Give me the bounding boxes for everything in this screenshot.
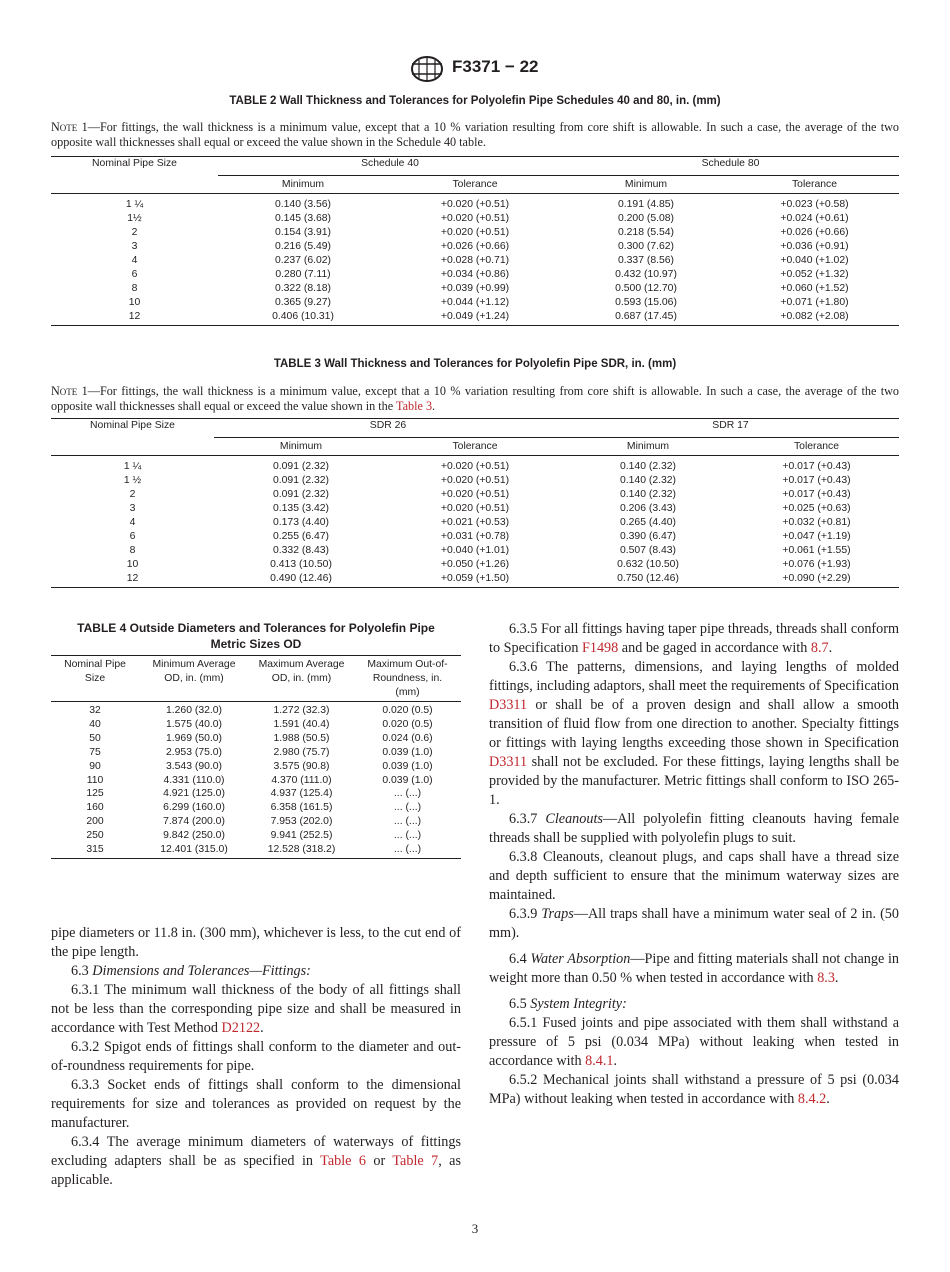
table-cell: 0.140 (3.56) bbox=[274, 199, 332, 210]
table-cell: 0.432 (10.97) bbox=[615, 269, 677, 280]
table4-caption bbox=[51, 620, 461, 652]
table-cell: ... (...) bbox=[354, 843, 461, 858]
table-cell: +0.020 (+0.51) bbox=[440, 461, 510, 472]
table-cell: 0.593 (15.06) bbox=[615, 297, 677, 308]
table-cell: +0.049 (+1.24) bbox=[388, 310, 562, 326]
table-cell: 315 bbox=[51, 843, 139, 858]
table-cell: 0.406 (10.31) bbox=[218, 310, 388, 326]
table-cell: 1.272 (32.3) bbox=[273, 705, 330, 716]
table-cell: +0.031 (+0.78) bbox=[440, 531, 510, 542]
table3-subheader-min: Minimum bbox=[562, 438, 734, 456]
link-f1498[interactable]: F1498 bbox=[581, 640, 619, 656]
page-number: 3 bbox=[471, 1221, 479, 1236]
table-cell: +0.052 (+1.32) bbox=[780, 269, 849, 280]
section-text: 6.3.4 The average minimum diameters of waterways of fittings excluding adapters shall be as specified in bbox=[51, 1134, 461, 1169]
table4-header-size: Nominal Pipe Size bbox=[51, 656, 139, 702]
section-title: Cleanouts bbox=[545, 811, 603, 827]
table-cell: ... (...) bbox=[393, 802, 422, 814]
table3-header-size: Nominal Pipe Size bbox=[51, 419, 214, 438]
table2-note bbox=[51, 120, 899, 149]
table-cell: 2 bbox=[129, 489, 136, 500]
table-cell: 6 bbox=[129, 531, 136, 542]
table-cell: 9.941 (252.5) bbox=[270, 830, 333, 842]
section-text-end: . bbox=[613, 1053, 618, 1069]
table-cell: 0.332 (8.43) bbox=[272, 545, 330, 556]
section-text-end: shall not be excluded. For these fittings, laying lengths shall be provided by the manufacturer. Metric fittings shall conform to ISO 265-1. bbox=[489, 754, 899, 808]
left-column bbox=[51, 924, 461, 1190]
table-cell: 0.039 (1.0) bbox=[382, 774, 433, 786]
section-6-3-4 bbox=[51, 1133, 461, 1190]
table-cell: +0.076 (+1.93) bbox=[782, 559, 851, 570]
table2 bbox=[51, 156, 899, 326]
link-d2122[interactable]: D2122 bbox=[221, 1020, 261, 1036]
table3-link[interactable]: Table 3 bbox=[396, 398, 433, 413]
table-cell: 9.842 (250.0) bbox=[163, 830, 225, 842]
table-cell: 0.039 (1.0) bbox=[382, 760, 433, 772]
table-cell: 0.140 (2.32) bbox=[619, 461, 677, 472]
link-8-4-2[interactable]: 8.4.2 bbox=[797, 1091, 827, 1107]
section-6-5-2 bbox=[489, 1071, 899, 1109]
table-row bbox=[51, 787, 461, 801]
table-cell: ... (...) bbox=[393, 830, 422, 842]
table-cell: +0.025 (+0.63) bbox=[782, 503, 851, 514]
table-cell: 4.937 (125.4) bbox=[270, 788, 333, 800]
table-cell: 6 bbox=[131, 269, 138, 280]
table-cell: +0.050 (+1.26) bbox=[440, 559, 510, 570]
table-cell: +0.020 (+0.51) bbox=[440, 475, 510, 486]
table-cell: 1.969 (50.0) bbox=[165, 732, 223, 744]
link-table-7[interactable]: Table 7 bbox=[392, 1153, 439, 1169]
table-cell: 0.039 (1.0) bbox=[382, 746, 433, 758]
table-cell: 0.365 (9.27) bbox=[274, 297, 332, 308]
table-cell: 0.337 (8.56) bbox=[617, 255, 675, 266]
section-number: 6.5 bbox=[509, 996, 531, 1012]
table2-header-group1: Schedule 40 bbox=[218, 157, 562, 176]
table-cell: +0.020 (+0.51) bbox=[440, 227, 510, 238]
table2-body bbox=[51, 194, 899, 326]
table3-note bbox=[51, 384, 899, 413]
paragraph-continuation: pipe diameters or 11.8 in. (300 mm), whichever is less, to the cut end of the pipe length. bbox=[51, 925, 461, 960]
table-cell: 3 bbox=[129, 503, 136, 514]
section-6-3-2: 6.3.2 Spigot ends of fittings shall conform to the diameter and out-of-roundness requirements for pipe. bbox=[51, 1039, 461, 1074]
table-cell: +0.036 (+0.91) bbox=[780, 241, 849, 252]
table-cell: 0.216 (5.49) bbox=[274, 241, 332, 252]
table-cell: +0.021 (+0.53) bbox=[440, 517, 510, 528]
table-cell: 8 bbox=[131, 283, 138, 294]
table3-header-group2: SDR 17 bbox=[562, 419, 899, 438]
table-row bbox=[51, 558, 899, 572]
table3-caption: TABLE 3 Wall Thickness and Tolerances for Polyolefin Pipe SDR, in. (mm) bbox=[273, 358, 677, 370]
table-cell: 0.490 (12.46) bbox=[214, 572, 388, 588]
table-cell: 0.237 (6.02) bbox=[274, 255, 332, 266]
table2-caption: TABLE 2 Wall Thickness and Tolerances for Polyolefin Pipe Schedules 40 and 80, in. (mm) bbox=[229, 95, 721, 107]
table-cell: +0.040 (+1.02) bbox=[780, 255, 849, 266]
table-cell: 0.020 (0.5) bbox=[382, 718, 433, 730]
section-title: Water Absorption bbox=[530, 951, 631, 967]
table-cell: +0.017 (+0.43) bbox=[782, 489, 851, 500]
table-cell: 0.091 (2.32) bbox=[272, 489, 330, 500]
table-cell: 4.331 (110.0) bbox=[163, 774, 225, 786]
table-cell: 110 bbox=[86, 774, 104, 786]
table-cell: 3 bbox=[131, 241, 138, 252]
table-cell: 1.988 (50.5) bbox=[273, 732, 330, 744]
table-row bbox=[51, 194, 899, 213]
table-row bbox=[51, 746, 461, 760]
table2-subheader-min: Minimum bbox=[562, 176, 730, 194]
table-cell: 125 bbox=[86, 788, 104, 800]
table-cell: 12.528 (318.2) bbox=[249, 843, 354, 858]
table-cell: 0.255 (6.47) bbox=[272, 531, 330, 542]
table-cell: 2.953 (75.0) bbox=[165, 746, 223, 758]
section-text: 6.5.1 Fused joints and pipe associated with them shall withstand a pressure of 5 psi (0.034 MPa) without leaking when tested in accordance with bbox=[489, 1015, 899, 1069]
table-row bbox=[51, 474, 899, 488]
table-cell: 75 bbox=[89, 746, 101, 758]
table-cell: 1.591 (40.4) bbox=[273, 718, 330, 730]
section-6-3-3: 6.3.3 Socket ends of fittings shall conform to the dimensional requirements for size and tolerances as provided on request by the manufacturer. bbox=[51, 1077, 461, 1131]
table-cell: 0.024 (0.6) bbox=[382, 732, 433, 744]
table-cell: 0.507 (8.43) bbox=[619, 545, 677, 556]
table-cell: 0.140 (2.32) bbox=[619, 489, 677, 500]
section-text-end: , as applicable. bbox=[51, 1153, 461, 1188]
table-cell: 7.874 (200.0) bbox=[163, 816, 225, 828]
section-text: 6.3.6 The patterns, dimensions, and laying lengths of molded fittings, including adaptors, shall meet the requirements of Specification bbox=[489, 659, 899, 694]
table-cell: +0.032 (+0.81) bbox=[782, 517, 851, 528]
section-text: 6.5.2 Mechanical joints shall withstand a pressure of 5 psi (0.034 MPa) without leaking when tested in accordance with bbox=[489, 1072, 899, 1107]
section-6-3 bbox=[51, 962, 461, 981]
table-row bbox=[51, 815, 461, 829]
section-number: 6.4 bbox=[509, 951, 531, 967]
table-cell: 2 bbox=[131, 227, 138, 238]
table-row bbox=[51, 544, 899, 558]
table-cell: 0.413 (10.50) bbox=[270, 559, 332, 570]
table-cell: ... (...) bbox=[393, 816, 422, 828]
table-row bbox=[51, 774, 461, 788]
table-cell: 0.687 (17.45) bbox=[562, 310, 730, 326]
table-cell: +0.026 (+0.66) bbox=[780, 227, 849, 238]
table-cell: 4 bbox=[129, 517, 136, 528]
table-cell: 12.401 (315.0) bbox=[139, 843, 249, 858]
section-number: 6.3 bbox=[71, 963, 93, 979]
table-cell: 32 bbox=[89, 705, 101, 716]
table-cell: 0.200 (5.08) bbox=[617, 213, 675, 224]
table-row bbox=[51, 530, 899, 544]
section-text-end: . bbox=[834, 970, 839, 986]
link-8-3[interactable]: 8.3 bbox=[817, 970, 835, 986]
table3-note-end: . bbox=[432, 398, 436, 413]
table3-subheader-tol: Tolerance bbox=[734, 438, 899, 456]
table-cell: +0.023 (+0.58) bbox=[780, 199, 849, 210]
table-row bbox=[51, 212, 899, 226]
table-cell: +0.082 (+2.08) bbox=[730, 310, 899, 326]
link-8-7[interactable]: 8.7 bbox=[810, 640, 829, 656]
table-cell: 0.300 (7.62) bbox=[617, 241, 675, 252]
page-header bbox=[0, 55, 950, 85]
table-row bbox=[51, 760, 461, 774]
astm-logo-icon bbox=[409, 55, 445, 83]
table-cell: +0.090 (+2.29) bbox=[734, 572, 899, 588]
table-cell: 0.191 (4.85) bbox=[617, 199, 675, 210]
table-cell: 0.500 (12.70) bbox=[615, 283, 677, 294]
table-cell: 0.135 (3.42) bbox=[272, 503, 330, 514]
section-title: Dimensions and Tolerances—Fittings: bbox=[92, 963, 311, 979]
table4-header-min: Minimum Average OD, in. (mm) bbox=[139, 656, 249, 702]
section-text: or shall be of a proven design and shall allow a smooth transition of fluid flow from one direction to another. Specialty fittings or fittings with laying lengths exceeding those shown in Specification bbox=[489, 697, 899, 751]
table-cell: 0.632 (10.50) bbox=[617, 559, 679, 570]
table-cell: 3.575 (90.8) bbox=[273, 760, 330, 772]
table-row bbox=[51, 843, 461, 858]
table-row bbox=[51, 702, 461, 718]
table-cell: 1 ¼ bbox=[125, 199, 144, 210]
table-cell: +0.017 (+0.43) bbox=[782, 475, 851, 486]
link-8-4-1[interactable]: 8.4.1 bbox=[585, 1053, 614, 1069]
link-d3311[interactable]: D3311 bbox=[489, 697, 528, 713]
table-cell: +0.020 (+0.51) bbox=[440, 199, 510, 210]
table-row bbox=[51, 572, 899, 588]
section-title: System Integrity: bbox=[530, 996, 627, 1012]
table-cell: 0.322 (8.18) bbox=[274, 283, 332, 294]
table-cell: +0.020 (+0.51) bbox=[440, 489, 510, 500]
table-row bbox=[51, 226, 899, 240]
table-cell: +0.020 (+0.51) bbox=[440, 503, 510, 514]
section-6-3-5 bbox=[489, 620, 899, 658]
table3-note-lead: Note 1 bbox=[51, 384, 88, 398]
table-row bbox=[51, 488, 899, 502]
table-cell: 12 bbox=[51, 572, 214, 588]
table-cell: ... (...) bbox=[393, 788, 422, 800]
table-cell: 0.091 (2.32) bbox=[272, 475, 330, 486]
table-row bbox=[51, 718, 461, 732]
table-cell: 40 bbox=[89, 718, 101, 730]
section-text: —All polyolefin fitting cleanouts having female threads shall be supplied with polyolefin plugs to suit. bbox=[489, 811, 899, 846]
table-cell: 0.091 (2.32) bbox=[272, 461, 330, 472]
table-cell: 1.260 (32.0) bbox=[165, 705, 223, 716]
table4-caption-line2: Metric Sizes OD bbox=[210, 637, 302, 651]
table4 bbox=[51, 655, 461, 859]
table-cell: 12 bbox=[51, 310, 218, 326]
table-cell: 6.299 (160.0) bbox=[163, 802, 225, 814]
table-cell: 4 bbox=[131, 255, 138, 266]
table-row bbox=[51, 310, 899, 326]
table-cell: 3.543 (90.0) bbox=[165, 760, 223, 772]
section-text-end: . bbox=[828, 640, 833, 656]
table2-subheader-min: Minimum bbox=[218, 176, 388, 194]
table3-note-text: —For fittings, the wall thickness is a minimum value, except that a 10 % variation resulting from core shift is allowable. In such a case, the average of the two opposite wall thicknesses shall equal or exceed the value shown in the bbox=[51, 384, 899, 413]
section-6-5-1 bbox=[489, 1014, 899, 1071]
section-text: and be gaged in accordance with bbox=[618, 640, 811, 656]
table-cell: 0.206 (3.43) bbox=[619, 503, 677, 514]
table-row bbox=[51, 282, 899, 296]
table-cell: 0.218 (5.54) bbox=[617, 227, 675, 238]
table-cell: 0.140 (2.32) bbox=[619, 475, 677, 486]
table-cell: 0.173 (4.40) bbox=[272, 517, 330, 528]
table-cell: 90 bbox=[89, 760, 101, 772]
section-text-end: . bbox=[826, 1091, 830, 1107]
table-cell: 8 bbox=[129, 545, 136, 556]
table-cell: +0.060 (+1.52) bbox=[780, 283, 849, 294]
section-6-3-6 bbox=[489, 658, 899, 810]
section-6-5 bbox=[489, 995, 899, 1014]
table-cell: +0.071 (+1.80) bbox=[780, 297, 849, 308]
section-number: 6.3.9 bbox=[509, 906, 542, 922]
table-cell: +0.059 (+1.50) bbox=[388, 572, 562, 588]
table-cell: +0.044 (+1.12) bbox=[440, 297, 510, 308]
table-cell: +0.061 (+1.55) bbox=[782, 545, 851, 556]
table-row bbox=[51, 801, 461, 815]
table-cell: +0.026 (+0.66) bbox=[440, 241, 510, 252]
table-cell: 6.358 (161.5) bbox=[270, 802, 333, 814]
table-cell: 50 bbox=[89, 732, 101, 744]
table2-header-group2: Schedule 80 bbox=[562, 157, 899, 176]
section-text: 6.3.5 For all fittings having taper pipe threads, threads shall conform to Specification bbox=[489, 621, 899, 656]
table-cell: 0.390 (6.47) bbox=[619, 531, 677, 542]
table-cell: +0.040 (+1.01) bbox=[440, 545, 510, 556]
table-cell: +0.047 (+1.19) bbox=[782, 531, 851, 542]
table2-note-lead: Note 1 bbox=[51, 120, 88, 134]
table-cell: +0.017 (+0.43) bbox=[782, 461, 851, 472]
section-title: Traps bbox=[541, 906, 574, 922]
table-cell: 0.154 (3.91) bbox=[274, 227, 332, 238]
table-cell: 10 bbox=[128, 297, 141, 308]
section-number: 6.3.7 bbox=[509, 811, 546, 827]
section-text: 6.3.1 The minimum wall thickness of the body of all fittings shall not be less than the corresponding pipe size and shall be measured in accordance with Test Method bbox=[51, 982, 461, 1036]
table-row bbox=[51, 254, 899, 268]
table-row bbox=[51, 516, 899, 530]
right-column bbox=[489, 620, 899, 1109]
table4-body bbox=[51, 702, 461, 859]
section-6-3-9 bbox=[489, 905, 899, 943]
table4-header-roundness: Maximum Out-of-Roundness, in. (mm) bbox=[354, 656, 461, 702]
table-cell: +0.039 (+0.99) bbox=[440, 283, 510, 294]
table-row bbox=[51, 268, 899, 282]
section-text-end: . bbox=[260, 1020, 264, 1036]
document-id: F3371 − 22 bbox=[452, 57, 539, 76]
table3-header-group1: SDR 26 bbox=[214, 419, 562, 438]
table-cell: 7.953 (202.0) bbox=[270, 816, 333, 828]
table-cell: 1 ¼ bbox=[123, 461, 142, 472]
table-cell: 1.575 (40.0) bbox=[165, 718, 223, 730]
section-6-3-7 bbox=[489, 810, 899, 848]
section-6-3-1 bbox=[51, 981, 461, 1038]
table-cell: 0.280 (7.11) bbox=[275, 269, 331, 280]
table-cell: 4.921 (125.0) bbox=[163, 788, 225, 800]
table-cell: +0.028 (+0.71) bbox=[440, 255, 510, 266]
table3-body bbox=[51, 456, 899, 588]
table2-subheader-tol: Tolerance bbox=[730, 176, 899, 194]
table-cell: 0.750 (12.46) bbox=[562, 572, 734, 588]
section-text: or bbox=[365, 1153, 393, 1169]
table3 bbox=[51, 418, 899, 588]
table2-header-size: Nominal Pipe Size bbox=[51, 157, 218, 176]
table-cell: +0.034 (+0.86) bbox=[440, 269, 510, 280]
table4-header-max: Maximum Average OD, in. (mm) bbox=[249, 656, 354, 702]
table3-subheader-tol: Tolerance bbox=[388, 438, 562, 456]
table-row bbox=[51, 829, 461, 843]
table4-caption-line1: TABLE 4 Outside Diameters and Tolerances for Polyolefin Pipe bbox=[77, 621, 435, 635]
table3-subheader-min: Minimum bbox=[214, 438, 388, 456]
table-cell: 1½ bbox=[127, 213, 142, 224]
table-cell: 1 ½ bbox=[123, 475, 142, 486]
table2-subheader-tol: Tolerance bbox=[388, 176, 562, 194]
section-6-3-8: 6.3.8 Cleanouts, cleanout plugs, and caps shall have a thread size and depth sufficient to ensure that the minimum waterway sizes are maintained. bbox=[489, 849, 899, 903]
table-row bbox=[51, 732, 461, 746]
link-table-6[interactable]: Table 6 bbox=[320, 1153, 366, 1169]
table-row bbox=[51, 240, 899, 254]
table-row bbox=[51, 456, 899, 475]
table-cell: 0.265 (4.40) bbox=[619, 517, 677, 528]
section-text: —All traps shall have a minimum water seal of 2 in. (50 mm). bbox=[489, 906, 899, 941]
table-cell: 0.145 (3.68) bbox=[274, 213, 332, 224]
table-row bbox=[51, 502, 899, 516]
table-cell: 160 bbox=[86, 802, 104, 814]
table-row bbox=[51, 296, 899, 310]
table-cell: +0.024 (+0.61) bbox=[780, 213, 849, 224]
table-cell: 200 bbox=[86, 816, 104, 828]
table-cell: +0.020 (+0.51) bbox=[440, 213, 510, 224]
table-cell: 2.980 (75.7) bbox=[273, 746, 330, 758]
section-text: —Pipe and fitting materials shall not change in weight more than 0.50 % when tested in accordance with bbox=[489, 951, 899, 986]
table-cell: 4.370 (111.0) bbox=[271, 774, 332, 786]
table2-note-text: —For fittings, the wall thickness is a minimum value, except that a 10 % variation resulting from core shift is allowable. In such a case, the average of the two opposite wall thicknesses shall equal or exceed the value shown in the Schedule 40 table. bbox=[51, 120, 899, 149]
table-cell: 0.020 (0.5) bbox=[382, 705, 433, 716]
link-d3311[interactable]: D3311 bbox=[489, 754, 528, 770]
table-cell: 10 bbox=[126, 559, 139, 570]
table-cell: 250 bbox=[86, 830, 104, 842]
section-6-4 bbox=[489, 950, 899, 988]
